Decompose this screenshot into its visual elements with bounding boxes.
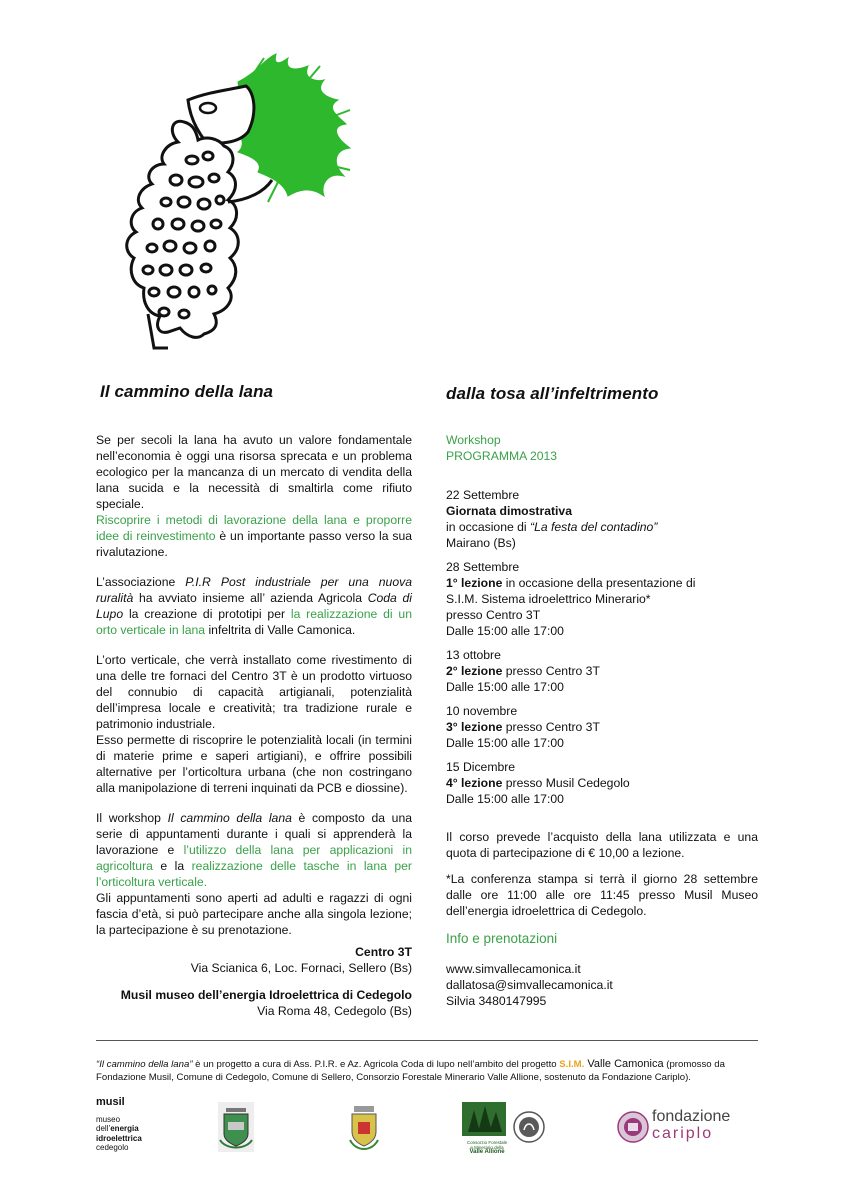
venue-musil: Musil museo dell’energia Idroelettrica di Cedegolo Via Roma 48, Cedegolo (Bs) <box>120 988 412 1018</box>
event-3: 13 ottobre 2° lezione presso Centro 3T Dalle 15:00 alle 17:00 <box>446 648 600 694</box>
cedegolo-coat-of-arms-icon <box>214 1100 258 1154</box>
sheep-wool-illustration <box>88 52 358 362</box>
footer-credits: “Il cammino della lana” è un progetto a cura di Ass. P.I.R. e Az. Agricola Coda di lupo nell’ambito del progetto S.I.M. Valle Camonica (promosso da Fondazione Musil, Comune di Cedegolo, Comune di Sellero, Consorzio Forestale Minerario Valle Allione, sostenuto da Fondazione Cariplo). <box>96 1058 725 1083</box>
phone-number: Silvia 3480147995 <box>446 994 547 1008</box>
event-2: 28 Settembre 1° lezione in occasione della presentazione di S.I.M. Sistema idroelettrico Minerario* presso Centro 3T Dalle 15:00 alle 17:00 <box>446 560 696 638</box>
paragraph-association: L’associazione P.I.R Post industriale per una nuova ruralità ha avviato insieme all’ azienda Agricola Coda di Lupo la creazione di prototipi per la realizzazione di un orto verticale in lana infeltrita di Valle Camonica. <box>96 575 412 637</box>
cost-text: Il corso prevede l’acquisto della lana utilizzata e una quota di partecipazione di € 10,00 a lezione. <box>446 830 758 860</box>
paragraph-intro: Se per secoli la lana ha avuto un valore fondamentale nell’economia è oggi una risorsa sprecata e un problema ecologico per la mancanza di un mercato di vendita della lana sucida e la necessità di smaltirla come rifiuto speciale. Riscoprire i metodi di lavorazione della lana e proporre idee di reinvestimento è un importante passo verso la sua rivalutazione. <box>96 433 412 559</box>
workshop-label: Workshop <box>446 433 501 447</box>
website-link[interactable]: www.simvallecamonica.it <box>446 962 581 976</box>
title-left: Il cammino della lana <box>100 382 274 401</box>
forest-icon <box>462 1102 506 1136</box>
fondazione-cariplo-emblem-icon <box>616 1110 650 1144</box>
paragraph-potenzialita: Esso permette di riscoprire le potenzialità locali (in termini di materie prime e saperi artigiani), e offrire possibili alternative per l’orticoltura urbana (che non costringano alla manipolazione di terreni inquinati da PCB e diossine). <box>96 733 412 795</box>
paragraph-partecipazione: Gli appuntamenti sono aperti ad adulti e ragazzi di ogni fascia d’età, si può partecipare anche alla singola lezione; la partecipazione è su prenotazione. <box>96 891 412 937</box>
email-link[interactable]: dallatosa@simvallecamonica.it <box>446 978 613 992</box>
venue-centro-3t: Centro 3T Via Scianica 6, Loc. Fornaci, Sellero (Bs) <box>190 945 412 975</box>
highlight-text: Riscoprire i metodi di lavorazione della lana e proporre idee di reinvestimento <box>96 513 412 543</box>
botanical-garden-logo-icon <box>512 1110 546 1146</box>
fondazione-cariplo-logo: fondazione cariplo <box>652 1108 731 1142</box>
conference-text: *La conferenza stampa si terrà il giorno 28 settembre dalle ore 11:00 alle ore 11:45 presso Musil Museo dell’energia idroelettrica di Cedegolo. <box>446 872 758 918</box>
left-column <box>96 432 412 938</box>
info-title: Info e prenotazioni <box>446 931 558 946</box>
paragraph-workshop: Il workshop Il cammino della lana è composto da una serie di appuntamenti durante i quali si apprenderà la lavorazione e l’utilizzo della lana per applicazioni in agricoltura e la realizzazione delle tasche in lana per l’orticoltura verticale. <box>96 811 413 889</box>
programma-label: PROGRAMMA 2013 <box>446 449 558 463</box>
sellero-coat-of-arms-icon <box>346 1100 382 1154</box>
event-5: 15 Dicembre 4° lezione presso Musil Cedegolo Dalle 15:00 alle 17:00 <box>446 760 630 806</box>
event-1: 22 Settembre Giornata dimostrativa in occasione di “La festa del contadino” Mairano (Bs) <box>446 488 658 550</box>
consorzio-forestale-logo: Consorzio Forestale e Minerario della Valle Allione <box>462 1102 512 1152</box>
right-column <box>446 432 758 1009</box>
event-4: 10 novembre 3° lezione presso Centro 3T Dalle 15:00 alle 17:00 <box>446 704 600 750</box>
title-right: dalla tosa all’infeltrimento <box>446 384 659 403</box>
musil-logo: musil museo dell’energia idroelettrica cedegolo <box>96 1096 142 1152</box>
footer-divider <box>96 1040 758 1041</box>
paragraph-orto: L’orto verticale, che verrà installato come rivestimento di una delle tre fornaci del Centro 3T è un prodotto virtuoso del connubio di capacità artigianali, potenzialità dell’impresa locale e creatività; tra tradizione rurale e patrimonio industriale. <box>96 653 412 731</box>
